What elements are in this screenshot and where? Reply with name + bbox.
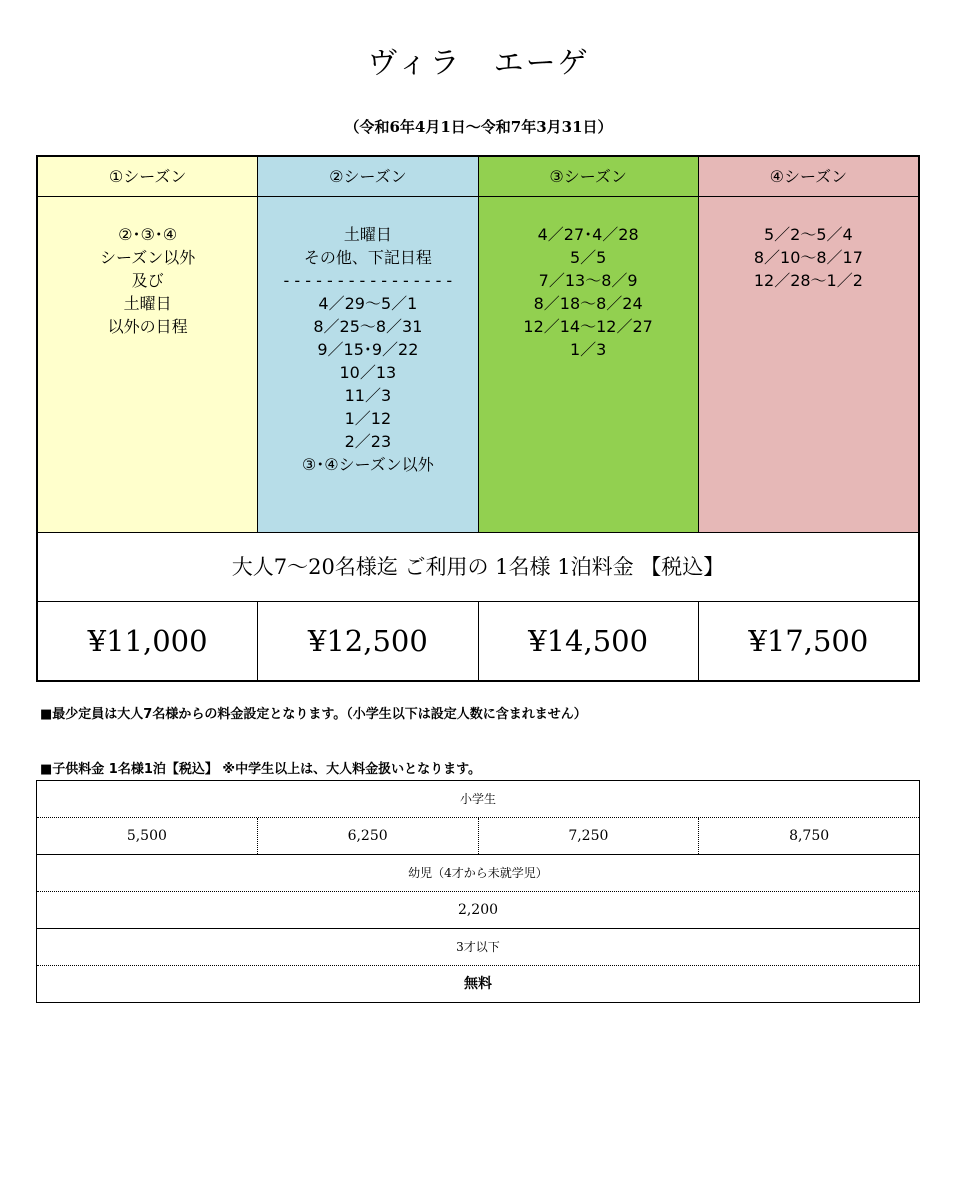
validity-period: （令和6年4月1日～令和7年3月31日）: [344, 118, 613, 136]
season-2-price: ¥12,500: [258, 602, 478, 680]
elementary-price-row: [37, 818, 919, 855]
child-price-note: ■子供料金 1名様1泊【税込】 ※中学生以上は、大人料金扱いとなります。: [40, 762, 482, 777]
season-4-dates: 5／2～5／4 8／10～8／17 12／28～1／2: [699, 197, 918, 532]
season-2-header: ②シーズン: [258, 157, 478, 197]
elementary-price: 6,250: [258, 818, 479, 854]
child-price-table: [36, 780, 920, 1003]
season-price-table: [36, 155, 920, 682]
season-2-dates: 土曜日 その他、下記日程 - - - - - - - - - - - - - - - - 4／29～5／1 8／25～8／31 9／15･9／22 10／13 11／3 1／12 2／23 ③･④シーズン以外: [258, 197, 478, 532]
page-title: ヴィラ エーゲ: [367, 46, 590, 81]
season-1-header: ①シーズン: [38, 157, 258, 197]
infant-label: 幼児（4才から未就学児）: [37, 855, 919, 892]
elementary-label: 小学生: [37, 781, 919, 818]
season-3-price: ¥14,500: [479, 602, 699, 680]
season-3-dates: 4／27･4／28 5／5 7／13～8／9 8／18～8／24 12／14～12／27 1／3: [479, 197, 699, 532]
adult-price-caption: 大人7～20名様迄 ご利用の 1名様 1泊料金 【税込】: [38, 532, 918, 602]
season-header-row: [38, 157, 918, 197]
season-4-header: ④シーズン: [699, 157, 918, 197]
season-1-price: ¥11,000: [38, 602, 258, 680]
season-3-header: ③シーズン: [479, 157, 699, 197]
elementary-price: 5,500: [37, 818, 258, 854]
season-4-price: ¥17,500: [748, 624, 869, 658]
elementary-price: 8,750: [789, 828, 830, 844]
toddler-price: 無料: [464, 976, 492, 992]
toddler-label: 3才以下: [37, 929, 919, 966]
adult-price-row: [38, 602, 918, 680]
infant-price: 2,200: [37, 892, 919, 929]
minimum-guests-note: ■最少定員は大人7名様からの料金設定となります。（小学生以下は設定人数に含まれません）: [40, 707, 587, 722]
elementary-price: 7,250: [479, 818, 700, 854]
season-1-dates: ②･③･④ シーズン以外 及び 土曜日 以外の日程: [38, 197, 258, 532]
season-dates-row: [38, 197, 918, 532]
